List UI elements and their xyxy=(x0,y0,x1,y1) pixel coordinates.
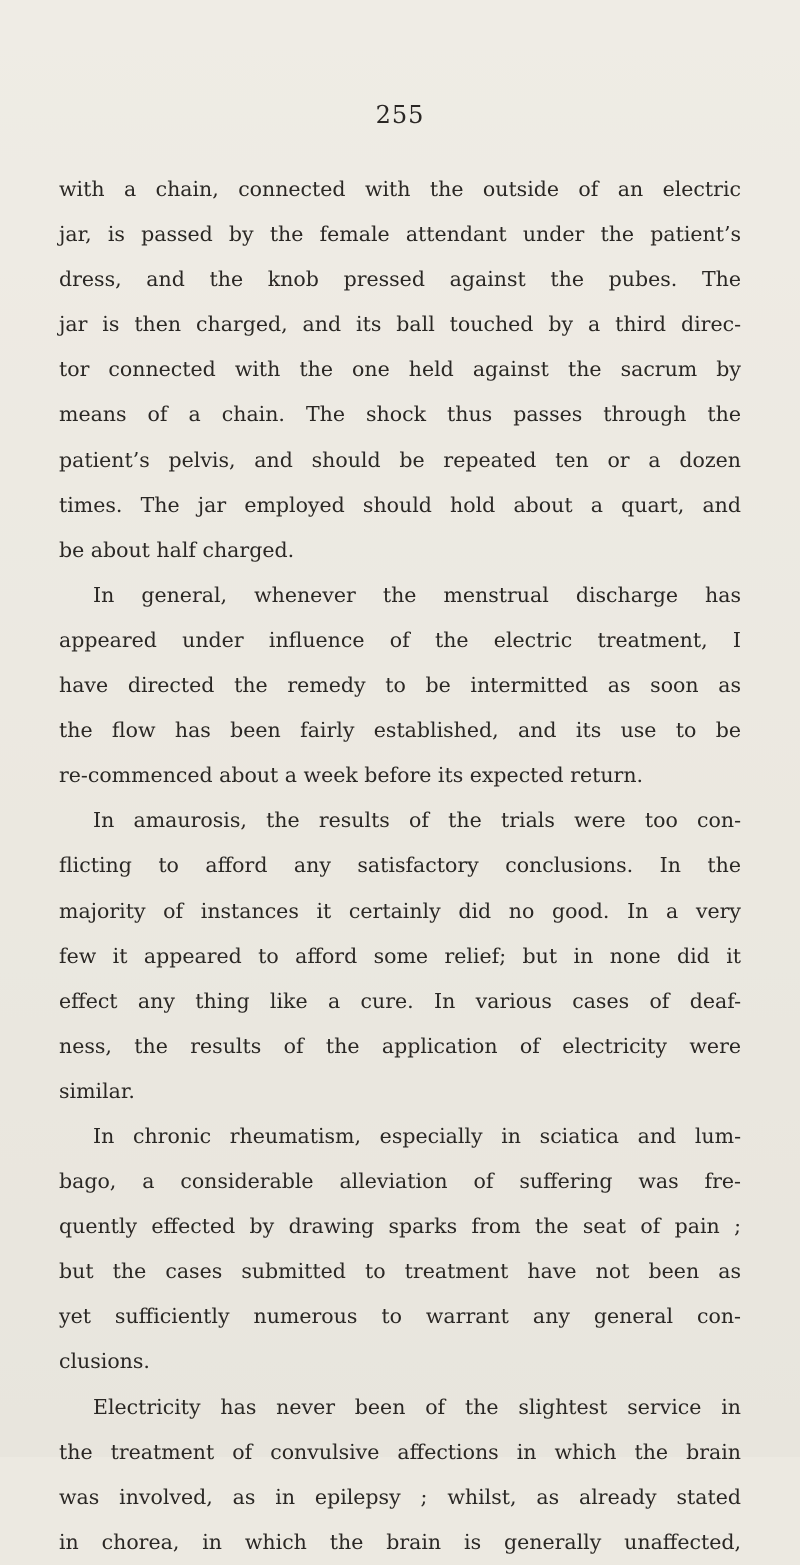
text-line: means of a chain. The shock thus passes through the xyxy=(59,402,741,427)
text-line: In chronic rheumatism, especially in sciatica and lum- xyxy=(93,1123,741,1148)
page-number: 255 xyxy=(375,101,425,129)
text-line: in chorea, in which the brain is generally unaffected, xyxy=(59,1529,741,1554)
text-line: dress, and the knob pressed against the pubes. The xyxy=(59,267,741,292)
text-line: with a chain, connected with the outside of an electric xyxy=(59,177,741,201)
text-line: have directed the remedy to be intermitted as soon as xyxy=(59,673,741,698)
text-line: quently effected by drawing sparks from the seat of pain ; xyxy=(59,1214,741,1239)
text-line: be about half charged. xyxy=(59,537,295,562)
text-line: patient’s pelvis, and should be repeated ten or a dozen xyxy=(59,447,741,472)
text-line: appeared under influence of the electric treatment, I xyxy=(59,627,741,652)
text-line: re-commenced about a week before its expected return. xyxy=(59,763,644,788)
text-line: effect any thing like a cure. In various cases of deaf- xyxy=(59,988,741,1013)
text-line: Electricity has never been of the slightest service in xyxy=(93,1394,741,1419)
text-line: times. The jar employed should hold about a quart, and xyxy=(59,492,741,517)
text-line: flicting to afford any satisfactory conclusions. In the xyxy=(59,853,741,878)
text-line: was involved, as in epilepsy ; whilst, as already stated xyxy=(59,1484,741,1509)
text-line: similar. xyxy=(59,1078,135,1103)
text-line: but the cases submitted to treatment have not been as xyxy=(59,1259,741,1284)
text-line: In general, whenever the menstrual discharge has xyxy=(93,582,741,607)
text-line: few it appeared to afford some relief; but in none did it xyxy=(59,943,741,968)
text-line: In amaurosis, the results of the trials were too con- xyxy=(93,808,741,833)
text-line: jar is then charged, and its ball touched by a third direc- xyxy=(59,312,741,337)
text-line: bago, a considerable alleviation of suffering was fre- xyxy=(59,1169,741,1194)
text-line: ness, the results of the application of electricity were xyxy=(59,1033,741,1058)
text-line: majority of instances it certainly did no good. In a very xyxy=(59,898,741,923)
text-line: tor connected with the one held against the sacrum by xyxy=(59,357,741,382)
page-body-text xyxy=(59,167,741,1565)
text-line: the treatment of convulsive affections in which the brain xyxy=(59,1439,741,1464)
text-line: yet sufficiently numerous to warrant any general con- xyxy=(59,1304,741,1329)
text-line: jar, is passed by the female attendant under the patient’s xyxy=(59,222,741,247)
text-line: clusions. xyxy=(59,1349,150,1374)
text-line: the flow has been fairly established, and its use to be xyxy=(59,718,741,743)
